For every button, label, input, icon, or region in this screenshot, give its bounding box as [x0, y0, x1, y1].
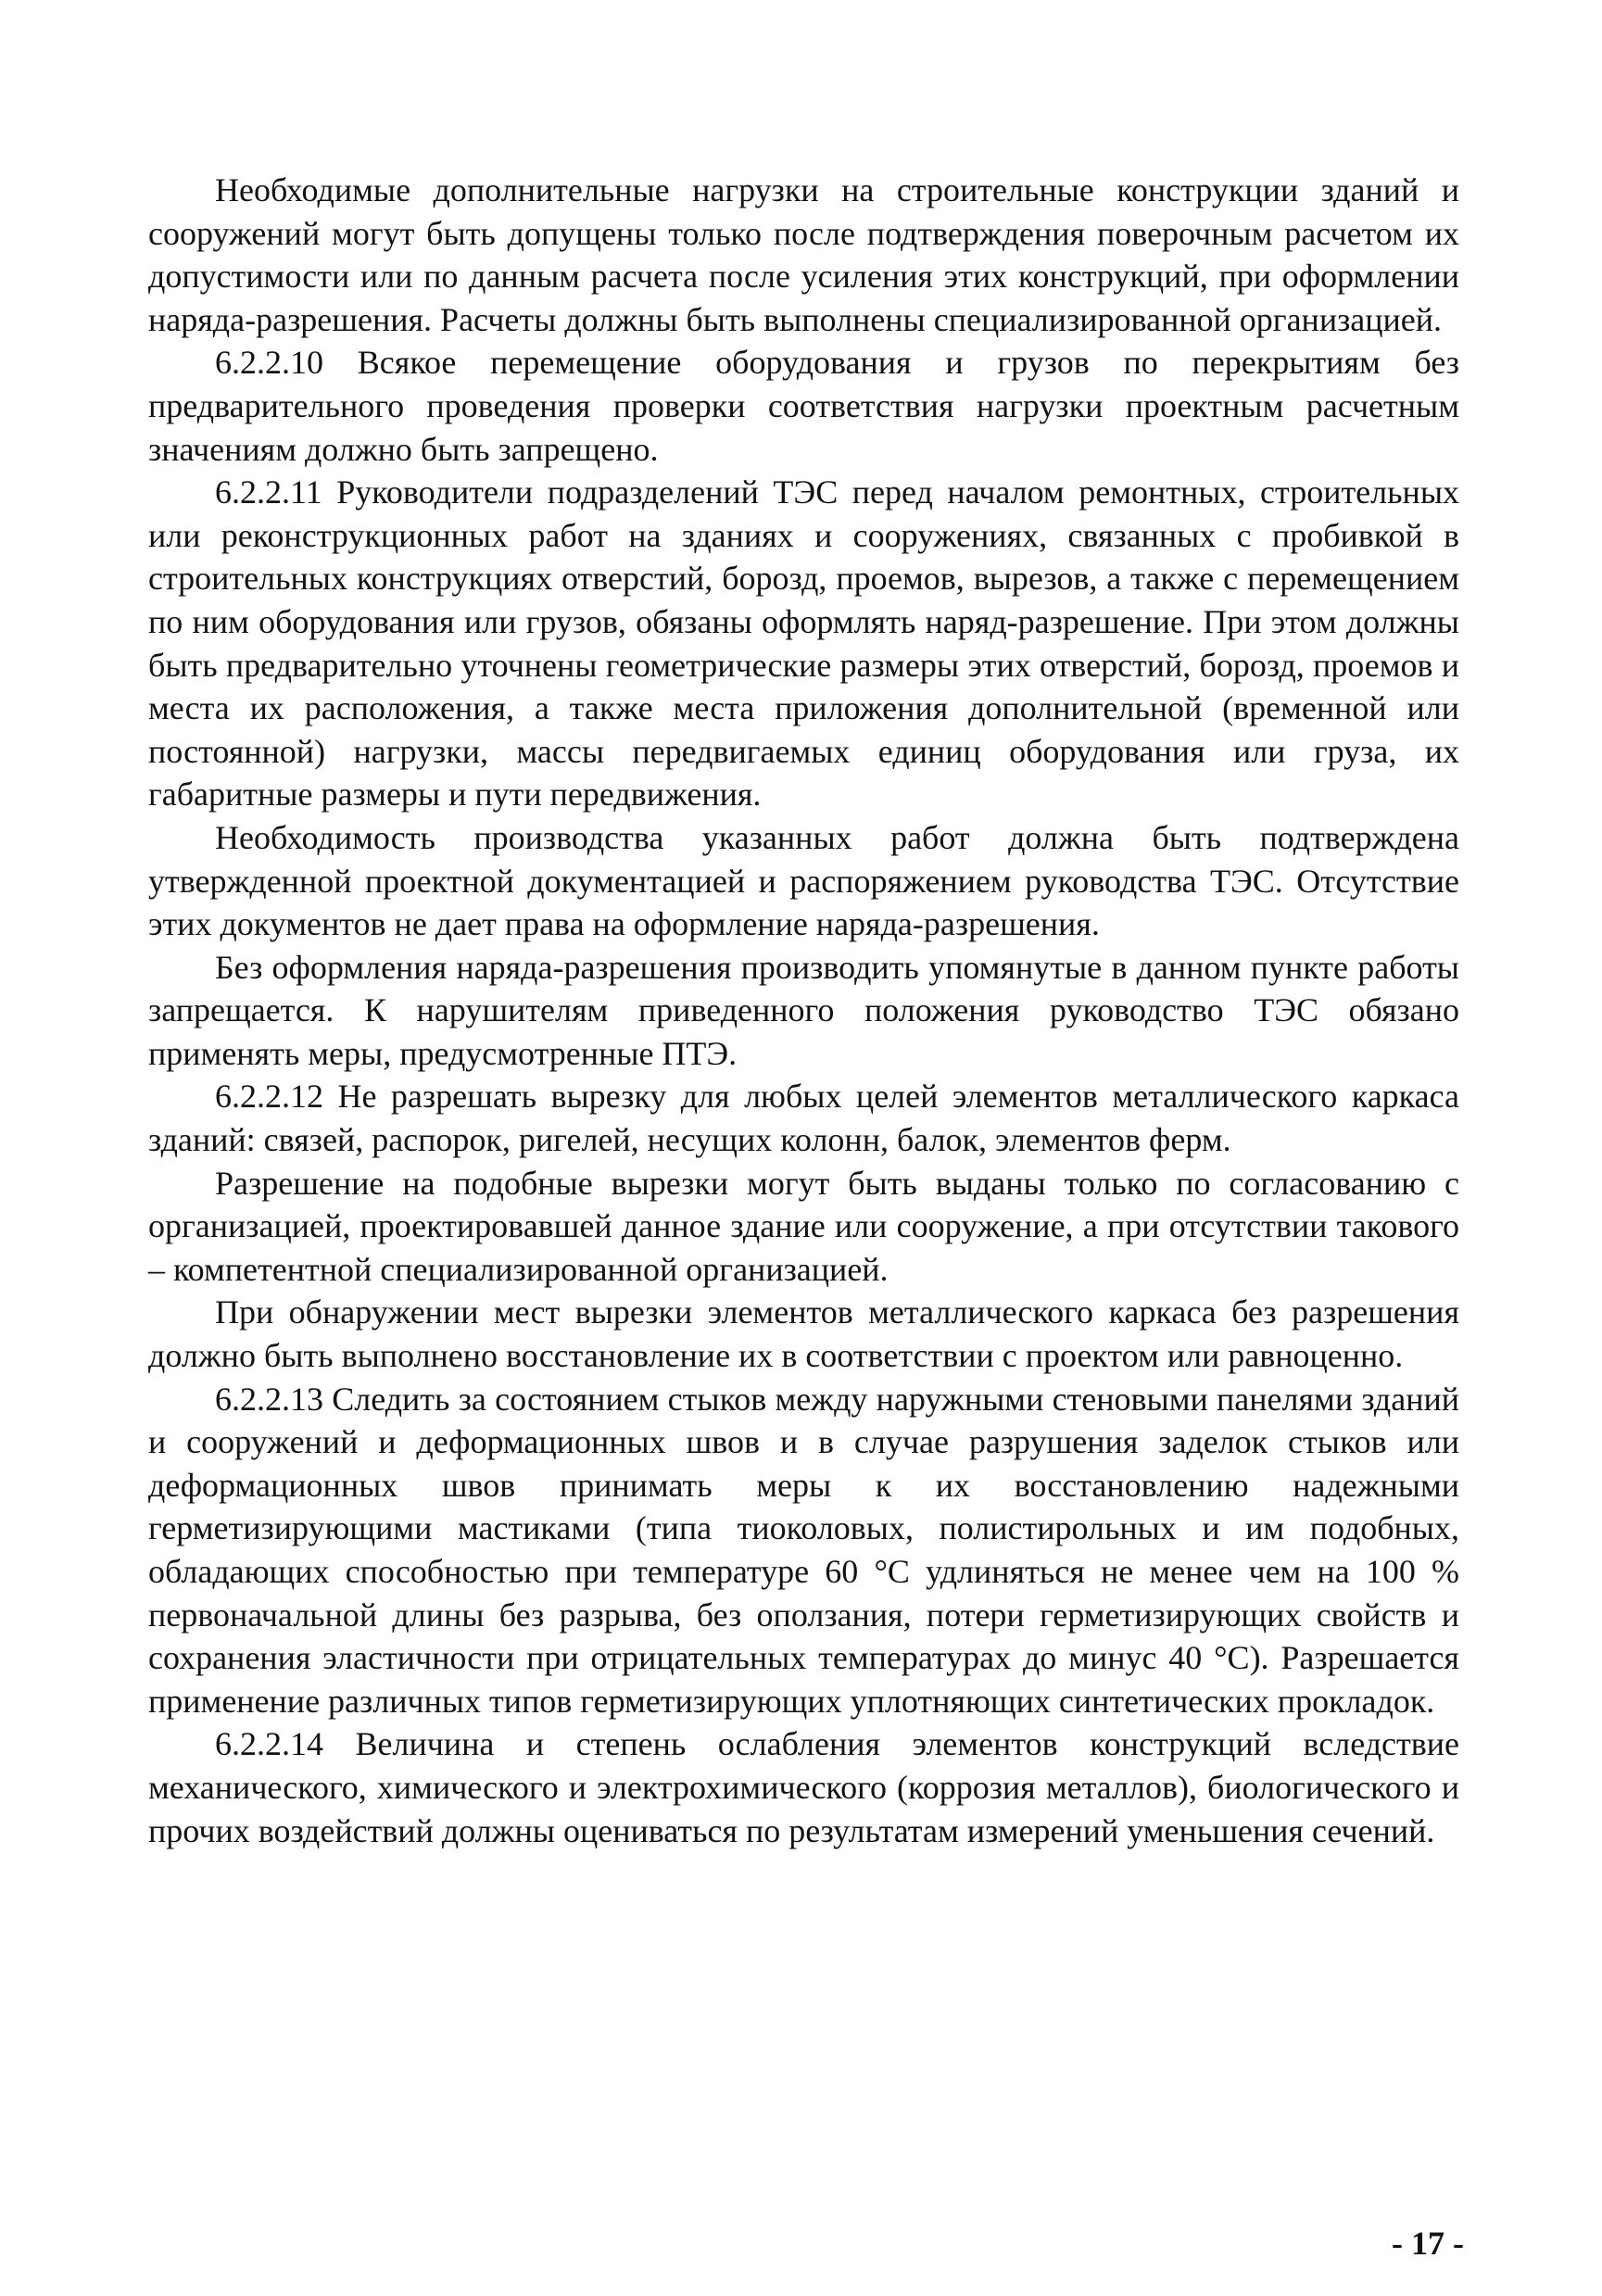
paragraph-6-2-2-11: 6.2.2.11 Руководители подразделений ТЭС перед началом ремонтных, строительных или реконструкционных работ на зданиях и сооружениях, связанных с пробивкой в строительных конструкциях отверстий, борозд, проемов, вырезов, а также с перемещением по ним оборудования или грузов, обязаны оформлять наряд-разрешение. При этом должны быть предварительно уточнены геометрические размеры этих отверстий, борозд, проемов и места их расположения, а также места приложения дополнительной (временной или постоянной) нагрузки, массы передвигаемых единиц оборудования или груза, их габаритные размеры и пути передвижения.	[148, 473, 1459, 814]
paragraph-additional-loads: Необходимые дополнительные нагрузки на строительные конструкции зданий и сооружений могут быть допущены только после подтверждения поверочным расчетом их допустимости или по данным расчета после усиления этих конструкций, при оформлении наряда-разрешения. Расчеты должны быть выполнены специализированной организацией.	[148, 171, 1459, 338]
paragraph-6-2-2-12: 6.2.2.12 Не разрешать вырезку для любых целей элементов металлического каркаса зданий: связей, распорок, ригелей, несущих колонн, балок, элементов ферм.	[148, 1078, 1459, 1159]
paragraph-without-permit: Без оформления наряда-разрешения производить упомянутые в данном пункте работы запрещается. К нарушителям приведенного положения руководство ТЭС обязано применять меры, предусмотренные ПТЭ.	[148, 948, 1459, 1072]
paragraph-6-2-2-14: 6.2.2.14 Величина и степень ослабления элементов конструкций вследствие механического, химического и электрохимического (коррозия металлов), биологического и прочих воздействий должны оцениваться по результатам измерений уменьшения сечений.	[148, 1725, 1459, 1849]
paragraph-work-necessity: Необходимость производства указанных работ должна быть подтверждена утвержденной проектной документацией и распоряжением руководства ТЭС. Отсутствие этих документов не дает права на оформление наряда-разрешения.	[148, 818, 1459, 943]
paragraph-6-2-2-13: 6.2.2.13 Следить за состоянием стыков между наружными стеновыми панелями зданий и сооружений и деформационных швов и в случае разрушения заделок стыков или деформационных швов принимать меры к их восстановлению надежными герметизирующими мастиками (типа тиоколовых, полистирольных и им подобных, обладающих способностью при температуре 60 °С удлиняться не менее чем на 100 % первоначальной длины без разрыва, без оползания, потери герметизирующих свойств и сохранения эластичности при отрицательных температурах до минус 40 °С). Разрешается применение различных типов герметизирующих уплотняющих синтетических прокладок.	[148, 1380, 1459, 1720]
paragraph-cutting-permission: Разрешение на подобные вырезки могут быть выданы только по согласованию с организацией, проектировавшей данное здание или сооружение, а при отсутствии такового – компетентной специализированной организацией.	[148, 1164, 1459, 1288]
paragraph-cutting-restoration: При обнаружении мест вырезки элементов металлического каркаса без разрешения должно быть выполнено восстановление их в соответствии с проектом или равноценно.	[148, 1293, 1459, 1375]
document-body	[148, 169, 1459, 1852]
paragraph-6-2-2-10: 6.2.2.10 Всякое перемещение оборудования и грузов по перекрытиям без предварительного проведения проверки соответствия нагрузки проектным расчетным значениям должно быть запрещено.	[148, 344, 1459, 468]
page-number: - 17 -	[1392, 2225, 1464, 2262]
